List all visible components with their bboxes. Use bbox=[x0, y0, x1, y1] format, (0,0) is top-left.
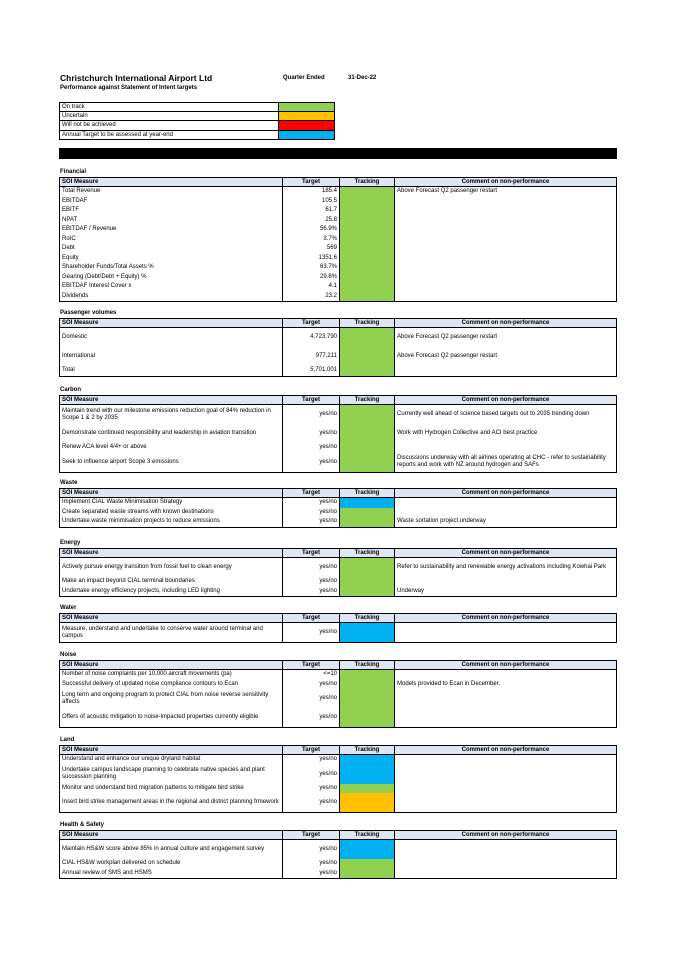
header-divider-bar bbox=[59, 148, 617, 159]
target-value: yes/no bbox=[283, 689, 340, 708]
comment-cell bbox=[395, 443, 617, 453]
target-value: 5,701,001 bbox=[283, 366, 340, 376]
comment-cell bbox=[395, 225, 617, 235]
soi-measure: Successful delivery of updated noise compliance contours to Ecan bbox=[60, 680, 283, 690]
comment-cell: Waste sortation project underway bbox=[395, 517, 617, 527]
table-row bbox=[60, 508, 617, 518]
quarter-date: 31-Dec-22 bbox=[348, 75, 377, 81]
column-header-measure: SOI Measure bbox=[60, 178, 283, 187]
table-row bbox=[60, 670, 617, 680]
column-header-tracking: Tracking bbox=[340, 831, 395, 840]
table-row bbox=[60, 784, 617, 794]
section-title: Financial bbox=[60, 169, 87, 175]
table-row bbox=[60, 405, 617, 425]
soi-table bbox=[59, 395, 617, 473]
table-header-row bbox=[60, 319, 617, 328]
comment-cell bbox=[395, 793, 617, 813]
status-legend bbox=[59, 102, 335, 140]
target-value: yes/no bbox=[283, 587, 340, 597]
comment-cell: Currently well ahead of science based targets out to 2035 trending down bbox=[395, 405, 617, 425]
section-title: Health & Safety bbox=[60, 822, 105, 828]
comment-cell bbox=[395, 869, 617, 879]
tracking-status-green bbox=[340, 859, 395, 869]
table-row bbox=[60, 282, 617, 292]
column-header-target: Target bbox=[283, 549, 340, 558]
column-header-comment: Comment on non-performance bbox=[395, 614, 617, 623]
soi-measure: Undertake campus landscape planning to celebrate native species and plant succession planning bbox=[60, 765, 283, 784]
document-title: Christchurch International Airport Ltd bbox=[60, 73, 213, 83]
table-row bbox=[60, 187, 617, 197]
soi-measure: International bbox=[60, 347, 283, 366]
tracking-status-blue bbox=[340, 765, 395, 784]
soi-measure: Shareholder Funds/Total Assets % bbox=[60, 263, 283, 273]
table-row bbox=[60, 869, 617, 879]
table-row bbox=[60, 244, 617, 254]
comment-cell bbox=[395, 366, 617, 376]
soi-measure: Measure, understand and undertake to conserve water around terminal and campus bbox=[60, 623, 283, 643]
comment-cell bbox=[395, 840, 617, 860]
column-header-tracking: Tracking bbox=[340, 178, 395, 187]
comment-cell bbox=[395, 498, 617, 508]
section-title: Carbon bbox=[60, 387, 81, 393]
legend-label: On track bbox=[60, 103, 279, 112]
soi-measure: CIAL HS&W workplan delivered on schedule bbox=[60, 859, 283, 869]
table-row bbox=[60, 453, 617, 473]
section-title: Passenger volumes bbox=[60, 310, 117, 316]
section-title: Noise bbox=[60, 652, 77, 658]
column-header-measure: SOI Measure bbox=[60, 549, 283, 558]
target-value: 3.7% bbox=[283, 235, 340, 245]
target-value: 105.5 bbox=[283, 197, 340, 207]
table-row bbox=[60, 328, 617, 348]
comment-cell bbox=[395, 577, 617, 587]
legend-swatch-red bbox=[279, 121, 335, 130]
target-value: 185.4 bbox=[283, 187, 340, 197]
comment-cell bbox=[395, 216, 617, 226]
soi-measure: Insert bird strike management areas in the regional and district planning frmework bbox=[60, 793, 283, 813]
comment-cell bbox=[395, 197, 617, 207]
target-value: 1351.6 bbox=[283, 254, 340, 264]
tracking-status-green bbox=[340, 366, 395, 376]
soi-measure: Debt bbox=[60, 244, 283, 254]
column-header-comment: Comment on non-performance bbox=[395, 178, 617, 187]
section-title: Energy bbox=[60, 540, 81, 546]
soi-measure: Gearing (Debt/Debt + Equity) % bbox=[60, 273, 283, 283]
comment-cell: Refer to sustainability and renewable energy activations including Kowhai Park bbox=[395, 558, 617, 578]
tracking-status-green bbox=[340, 784, 395, 794]
table-row bbox=[60, 347, 617, 366]
target-value: yes/no bbox=[283, 869, 340, 879]
comment-cell bbox=[395, 206, 617, 216]
tracking-status-green bbox=[340, 347, 395, 366]
table-row bbox=[60, 216, 617, 226]
table-row bbox=[60, 680, 617, 690]
column-header-comment: Comment on non-performance bbox=[395, 746, 617, 755]
soi-measure: NPAT bbox=[60, 216, 283, 226]
soi-measure: Maintain HS&W score above 85% in annual culture and engagement survey bbox=[60, 840, 283, 860]
comment-cell bbox=[395, 755, 617, 765]
soi-measure: EBITDAF bbox=[60, 197, 283, 207]
soi-measure: Renew ACA level 4/4+ or above bbox=[60, 443, 283, 453]
column-header-tracking: Tracking bbox=[340, 661, 395, 670]
tracking-status-blue bbox=[340, 840, 395, 860]
column-header-measure: SOI Measure bbox=[60, 489, 283, 498]
target-value: yes/no bbox=[283, 765, 340, 784]
target-value: yes/no bbox=[283, 708, 340, 728]
soi-measure: Create separated waste streams with known destinations bbox=[60, 508, 283, 518]
table-row bbox=[60, 587, 617, 597]
tracking-status-green bbox=[340, 424, 395, 443]
tracking-status-green bbox=[340, 292, 395, 302]
column-header-comment: Comment on non-performance bbox=[395, 396, 617, 405]
comment-cell bbox=[395, 708, 617, 728]
comment-cell bbox=[395, 273, 617, 283]
soi-measure: Demonstrate continued responsibility and leadership in aviation transition bbox=[60, 424, 283, 443]
target-value: yes/no bbox=[283, 508, 340, 518]
legend-swatch-blue bbox=[279, 130, 335, 139]
table-header-row bbox=[60, 178, 617, 187]
soi-table bbox=[59, 488, 617, 528]
column-header-tracking: Tracking bbox=[340, 614, 395, 623]
soi-measure: Long term and ongoing program to protect CIAL from noise reverse sensitivity affects bbox=[60, 689, 283, 708]
target-value: 23.2 bbox=[283, 292, 340, 302]
target-value: yes/no bbox=[283, 517, 340, 527]
legend-row bbox=[60, 121, 335, 130]
target-value: yes/no bbox=[283, 840, 340, 860]
table-row bbox=[60, 558, 617, 578]
target-value: 569 bbox=[283, 244, 340, 254]
target-value: 56.9% bbox=[283, 225, 340, 235]
column-header-measure: SOI Measure bbox=[60, 396, 283, 405]
document-subtitle: Performance against Statement of Intent targets bbox=[60, 85, 198, 91]
soi-measure: Maintain trend with our milestone emissions reduction goal of 84% reduction in Scope 1 & 2 by 2035 bbox=[60, 405, 283, 425]
table-header-row bbox=[60, 396, 617, 405]
tracking-status-blue bbox=[340, 623, 395, 643]
tracking-status-green bbox=[340, 273, 395, 283]
column-header-tracking: Tracking bbox=[340, 746, 395, 755]
column-header-measure: SOI Measure bbox=[60, 614, 283, 623]
tracking-status-green bbox=[340, 263, 395, 273]
soi-table bbox=[59, 613, 617, 643]
table-row bbox=[60, 206, 617, 216]
table-row bbox=[60, 859, 617, 869]
target-value: yes/no bbox=[283, 859, 340, 869]
target-value: yes/no bbox=[283, 558, 340, 578]
table-row bbox=[60, 689, 617, 708]
table-header-row bbox=[60, 614, 617, 623]
soi-measure: EBITF bbox=[60, 206, 283, 216]
legend-swatch-yellow bbox=[279, 112, 335, 121]
tracking-status-green bbox=[340, 508, 395, 518]
target-value: yes/no bbox=[283, 498, 340, 508]
column-header-comment: Comment on non-performance bbox=[395, 831, 617, 840]
soi-table bbox=[59, 177, 617, 302]
comment-cell: Above Forecast Q2 passenger restart bbox=[395, 347, 617, 366]
soi-table bbox=[59, 660, 617, 728]
column-header-target: Target bbox=[283, 661, 340, 670]
target-value: yes/no bbox=[283, 623, 340, 643]
tracking-status-green bbox=[340, 187, 395, 197]
legend-label: Will not be achieved bbox=[60, 121, 279, 130]
target-value: 4.1 bbox=[283, 282, 340, 292]
comment-cell bbox=[395, 292, 617, 302]
table-row bbox=[60, 225, 617, 235]
table-row bbox=[60, 517, 617, 527]
tracking-status-green bbox=[340, 517, 395, 527]
column-header-tracking: Tracking bbox=[340, 396, 395, 405]
tracking-status-green bbox=[340, 670, 395, 680]
tracking-status-green bbox=[340, 216, 395, 226]
target-value: 25.8 bbox=[283, 216, 340, 226]
soi-measure: Undertake waste minimisation projects to reduce emissions bbox=[60, 517, 283, 527]
soi-measure: EBITDAF / Revenue bbox=[60, 225, 283, 235]
column-header-target: Target bbox=[283, 396, 340, 405]
column-header-tracking: Tracking bbox=[340, 319, 395, 328]
table-header-row bbox=[60, 746, 617, 755]
comment-cell bbox=[395, 784, 617, 794]
tracking-status-green bbox=[340, 244, 395, 254]
table-row bbox=[60, 793, 617, 813]
column-header-measure: SOI Measure bbox=[60, 661, 283, 670]
tracking-status-green bbox=[340, 558, 395, 578]
column-header-target: Target bbox=[283, 319, 340, 328]
comment-cell: Underway bbox=[395, 587, 617, 597]
comment-cell bbox=[395, 859, 617, 869]
target-value: yes/no bbox=[283, 793, 340, 813]
soi-table bbox=[59, 830, 617, 879]
soi-measure: Number of noise complaints per 10,000 aircraft movements (pa) bbox=[60, 670, 283, 680]
tracking-status-green bbox=[340, 708, 395, 728]
table-row bbox=[60, 273, 617, 283]
target-value: 29.6% bbox=[283, 273, 340, 283]
table-row bbox=[60, 498, 617, 508]
table-header-row bbox=[60, 549, 617, 558]
column-header-target: Target bbox=[283, 489, 340, 498]
table-row bbox=[60, 254, 617, 264]
comment-cell bbox=[395, 282, 617, 292]
tracking-status-blue bbox=[340, 755, 395, 765]
table-row bbox=[60, 577, 617, 587]
comment-cell: Above Forecast Q2 passenger restart bbox=[395, 187, 617, 197]
comment-cell: Models provided to Ecan in December. bbox=[395, 680, 617, 690]
table-row bbox=[60, 263, 617, 273]
target-value: yes/no bbox=[283, 784, 340, 794]
legend-swatch-green bbox=[279, 103, 335, 112]
tracking-status-green bbox=[340, 453, 395, 473]
column-header-measure: SOI Measure bbox=[60, 831, 283, 840]
section-title: Land bbox=[60, 737, 75, 743]
soi-table bbox=[59, 548, 617, 597]
soi-table bbox=[59, 745, 617, 813]
column-header-measure: SOI Measure bbox=[60, 746, 283, 755]
soi-measure: Implement CIAL Waste Minimisation Strategy bbox=[60, 498, 283, 508]
soi-measure: Domestic bbox=[60, 328, 283, 348]
comment-cell bbox=[395, 689, 617, 708]
target-value: yes/no bbox=[283, 453, 340, 473]
tracking-status-green bbox=[340, 405, 395, 425]
legend-label: Uncertain bbox=[60, 112, 279, 121]
tracking-status-green bbox=[340, 680, 395, 690]
target-value: 63.7% bbox=[283, 263, 340, 273]
comment-cell: Above Forecast Q2 passenger restart bbox=[395, 328, 617, 348]
tracking-status-yellow bbox=[340, 793, 395, 813]
comment-cell bbox=[395, 623, 617, 643]
column-header-measure: SOI Measure bbox=[60, 319, 283, 328]
soi-measure: Monitor and understand bird migration patterns to mitigate bird strike bbox=[60, 784, 283, 794]
soi-measure: Equity bbox=[60, 254, 283, 264]
column-header-comment: Comment on non-performance bbox=[395, 319, 617, 328]
table-row bbox=[60, 292, 617, 302]
section-title: Waste bbox=[60, 480, 78, 486]
target-value: yes/no bbox=[283, 405, 340, 425]
tracking-status-green bbox=[340, 443, 395, 453]
target-value: yes/no bbox=[283, 443, 340, 453]
soi-measure: Total bbox=[60, 366, 283, 376]
comment-cell bbox=[395, 254, 617, 264]
soi-measure: Total Revenue bbox=[60, 187, 283, 197]
table-header-row bbox=[60, 489, 617, 498]
comment-cell bbox=[395, 244, 617, 254]
legend-row bbox=[60, 103, 335, 112]
soi-measure: Annual review of SMS and HSMS bbox=[60, 869, 283, 879]
table-row bbox=[60, 197, 617, 207]
column-header-tracking: Tracking bbox=[340, 549, 395, 558]
comment-cell: Discussions underway with all airlines operating at CHC - refer to sustainability reports and work with NZ around hydrogen and SAFs bbox=[395, 453, 617, 473]
column-header-target: Target bbox=[283, 614, 340, 623]
legend-row bbox=[60, 112, 335, 121]
tracking-status-green bbox=[340, 577, 395, 587]
comment-cell bbox=[395, 235, 617, 245]
tracking-status-green bbox=[340, 206, 395, 216]
column-header-target: Target bbox=[283, 831, 340, 840]
column-header-target: Target bbox=[283, 178, 340, 187]
table-row bbox=[60, 623, 617, 643]
soi-measure: Seek to influence airport Scope 3 emissions bbox=[60, 453, 283, 473]
table-row bbox=[60, 366, 617, 376]
soi-measure: Understand and enhance our unique dryland habitat bbox=[60, 755, 283, 765]
tracking-status-green bbox=[340, 282, 395, 292]
tracking-status-green bbox=[340, 587, 395, 597]
comment-cell: Work with Hydrogen Collective and ACI best practice bbox=[395, 424, 617, 443]
table-row bbox=[60, 755, 617, 765]
column-header-tracking: Tracking bbox=[340, 489, 395, 498]
soi-measure: Dividends bbox=[60, 292, 283, 302]
target-value: 61.7 bbox=[283, 206, 340, 216]
comment-cell bbox=[395, 263, 617, 273]
soi-measure: Offers of acoustic mitigation to noise-impacted properties currently eligible bbox=[60, 708, 283, 728]
table-row bbox=[60, 424, 617, 443]
target-value: yes/no bbox=[283, 680, 340, 690]
table-row bbox=[60, 235, 617, 245]
tracking-status-green bbox=[340, 328, 395, 348]
column-header-comment: Comment on non-performance bbox=[395, 489, 617, 498]
target-value: yes/no bbox=[283, 755, 340, 765]
soi-measure: EBITDAF Interest Cover x bbox=[60, 282, 283, 292]
target-value: 4,723,790 bbox=[283, 328, 340, 348]
target-value: <=10 bbox=[283, 670, 340, 680]
table-header-row bbox=[60, 831, 617, 840]
comment-cell bbox=[395, 765, 617, 784]
soi-measure: Make an impact beyond CIAL terminal boundaries bbox=[60, 577, 283, 587]
tracking-status-green bbox=[340, 197, 395, 207]
column-header-target: Target bbox=[283, 746, 340, 755]
table-row bbox=[60, 443, 617, 453]
table-row bbox=[60, 840, 617, 860]
soi-measure: Undertake energy efficiency projects, including LED lighting bbox=[60, 587, 283, 597]
table-row bbox=[60, 765, 617, 784]
soi-measure: RoIC bbox=[60, 235, 283, 245]
comment-cell bbox=[395, 670, 617, 680]
tracking-status-green bbox=[340, 225, 395, 235]
target-value: 977,211 bbox=[283, 347, 340, 366]
table-row bbox=[60, 708, 617, 728]
tracking-status-green bbox=[340, 689, 395, 708]
tracking-status-green bbox=[340, 235, 395, 245]
target-value: yes/no bbox=[283, 424, 340, 443]
section-title: Water bbox=[60, 605, 77, 611]
column-header-comment: Comment on non-performance bbox=[395, 661, 617, 670]
legend-label: Annual Target to be assessed at year-end bbox=[60, 130, 279, 139]
target-value: yes/no bbox=[283, 577, 340, 587]
table-header-row bbox=[60, 661, 617, 670]
tracking-status-green bbox=[340, 869, 395, 879]
tracking-status-green bbox=[340, 254, 395, 264]
quarter-label: Quarter Ended bbox=[283, 75, 325, 81]
tracking-status-blue bbox=[340, 498, 395, 508]
legend-row bbox=[60, 130, 335, 139]
soi-table bbox=[59, 318, 617, 377]
soi-measure: Actively pursue energy transition from fossil fuel to clean energy bbox=[60, 558, 283, 578]
column-header-comment: Comment on non-performance bbox=[395, 549, 617, 558]
comment-cell bbox=[395, 508, 617, 518]
